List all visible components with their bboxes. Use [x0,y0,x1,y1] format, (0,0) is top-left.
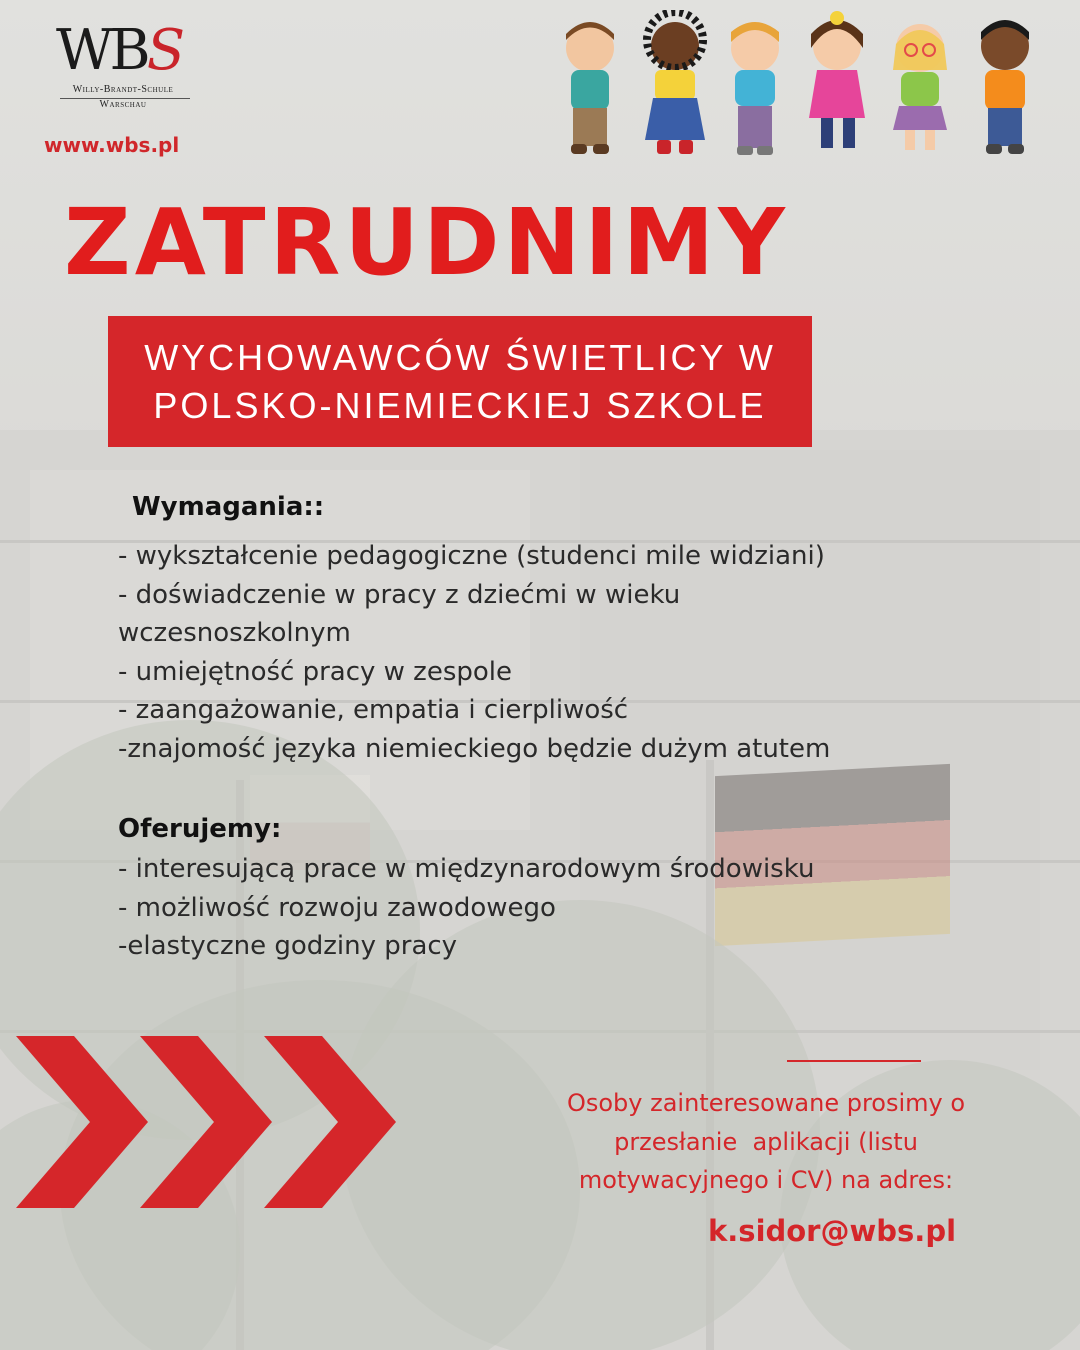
offer-title: Oferujemy: [118,814,282,844]
position-banner [108,316,812,447]
contact-line-2: przesłanie aplikacji (listu [614,1127,918,1156]
website-link[interactable]: www.wbs.pl [44,133,180,157]
requirements-list [118,537,998,768]
school-logo [48,18,208,111]
banner-line-2: POLSKO-NIEMIECKIEJ SZKOLE [153,385,767,426]
kids-holding-hands-illustration [545,10,1065,160]
kid-1 [566,22,614,154]
kid-5 [893,24,947,150]
logo-mark-letters: WB [56,18,147,83]
chevron-right-icon [264,1036,396,1208]
list-item: -elastyczne godziny pracy [118,931,458,961]
contact-email-link[interactable]: k.sidor@wbs.pl [708,1214,957,1248]
contact-line-1: Osoby zainteresowane prosimy o [566,1089,966,1117]
chevron-right-icon [140,1036,272,1208]
list-item: - umiejętność pracy w zespole [118,656,512,687]
requirements-title: Wymagania:: [132,492,325,522]
list-item: - doświadczenie w pracy z dziećmi w wieku wczesnoszkolnym [118,579,689,648]
kid-2 [645,12,705,154]
list-item: -znajomość języka niemieckiego będzie dużym atutem [118,733,831,764]
list-item: - zaangażowanie, empatia i cierpliwość [118,695,629,725]
logo-line2: Warschau [99,99,147,110]
logo-mark-s: S [146,18,182,83]
contact-divider [787,1060,921,1062]
kid-4 [809,11,865,148]
contact-line-3: motywacyjnego i CV) na adres: [578,1166,954,1194]
headline: ZATRUDNIMY [64,189,789,296]
list-item: - interesującą prace w międzynarodowym środowisku [118,854,815,884]
logo-line1: Willy-Brandt-Schule [72,84,174,95]
list-item: - wykształcenie pedagogiczne (studenci mile widziani) [118,541,825,571]
list-item: - możliwość rozwoju zawodowego [118,892,556,923]
chevron-right-icon [16,1036,148,1208]
contact-text [516,1084,1016,1200]
kid-6 [981,20,1029,154]
logo-mark [48,18,208,84]
banner-line-1: WYCHOWAWCÓW ŚWIETLICY W [144,337,776,378]
kid-3 [731,22,779,155]
offer-list [118,850,998,966]
